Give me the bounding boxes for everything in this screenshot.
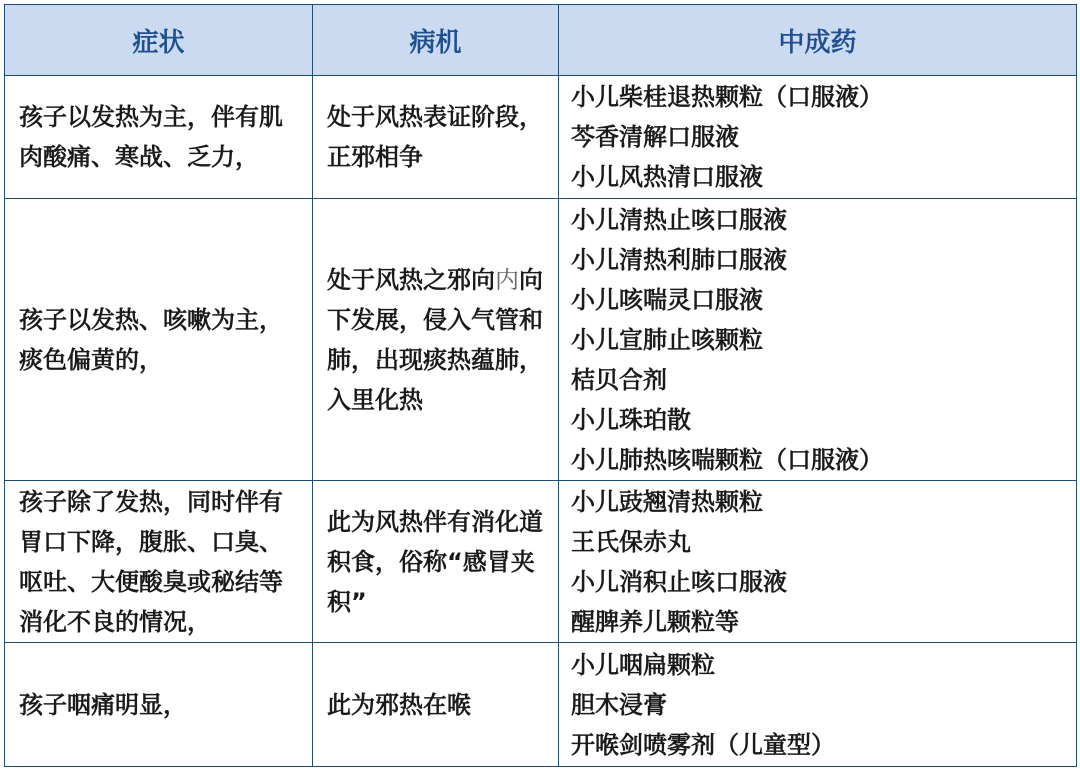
pathogenesis-text-rest: 向下发展，侵入气管和肺，出现痰热蕴肺，入里化热	[327, 265, 543, 414]
pathogenesis-text-main: 处于风热之邪向	[327, 265, 495, 294]
medicine-cell	[559, 199, 1077, 481]
medicine-cell	[559, 643, 1077, 767]
table-row	[5, 76, 1077, 199]
table-row	[5, 643, 1077, 767]
symptom-text: 孩子除了发热，同时伴有胃口下降，腹胀、口臭、呕吐、大便酸臭或秘结等消化不良的情况，	[19, 487, 283, 636]
pathogenesis-text	[327, 260, 546, 420]
medicine-item: 小儿宣肺止咳颗粒	[571, 325, 763, 354]
pathogenesis-text: 此为风热伴有消化道积食，俗称“感冒夹积”	[327, 507, 543, 616]
table-row	[5, 481, 1077, 643]
table-row	[5, 199, 1077, 481]
symptom-cell	[5, 76, 313, 199]
medicine-item: 小儿清热止咳口服液	[571, 205, 787, 234]
medicine-item: 桔贝合剂	[571, 365, 667, 394]
medicine-item: 小儿柴桂退热颗粒（口服液）	[571, 83, 883, 111]
medicine-cell	[559, 76, 1077, 199]
medicine-item: 胆木浸膏	[571, 690, 667, 719]
medicine-item: 小儿清热利肺口服液	[571, 245, 787, 274]
medicine-item: 醒脾养儿颗粒等	[571, 607, 739, 636]
medicine-item: 小儿咽扁颗粒	[571, 650, 715, 679]
medicine-cell	[559, 481, 1077, 643]
medicine-item: 小儿豉翘清热颗粒	[571, 487, 763, 516]
medicine-item: 小儿咳喘灵口服液	[571, 285, 763, 314]
header-pathogenesis: 病机	[313, 5, 559, 76]
header-medicine: 中成药	[559, 5, 1077, 76]
pathogenesis-cell	[313, 199, 559, 481]
medicine-item: 小儿珠珀散	[571, 405, 691, 434]
pathogenesis-cell	[313, 481, 559, 643]
pathogenesis-cell	[313, 76, 559, 199]
table-header-row	[5, 5, 1077, 76]
medicine-item: 小儿消积止咳口服液	[571, 567, 787, 596]
pathogenesis-text-char: 内	[495, 265, 519, 294]
medicine-item: 王氏保赤丸	[571, 527, 691, 556]
header-symptom: 症状	[5, 5, 313, 76]
medicine-item: 开喉剑喷雾剂（儿童型）	[571, 730, 835, 759]
tcm-medicine-table	[4, 4, 1077, 767]
symptom-cell	[5, 481, 313, 643]
symptom-cell	[5, 199, 313, 481]
medicine-item: 小儿风热清口服液	[571, 163, 763, 191]
pathogenesis-text: 处于风热表证阶段，正邪相争	[327, 103, 543, 171]
pathogenesis-cell	[313, 643, 559, 767]
symptom-text: 孩子以发热、咳嗽为主，痰色偏黄的，	[19, 305, 283, 374]
symptom-cell	[5, 643, 313, 767]
pathogenesis-text: 此为邪热在喉	[327, 690, 471, 719]
symptom-text: 孩子以发热为主，伴有肌肉酸痛、寒战、乏力，	[19, 103, 283, 171]
medicine-item: 小儿肺热咳喘颗粒（口服液）	[571, 445, 883, 474]
symptom-text: 孩子咽痛明显，	[19, 690, 187, 719]
medicine-item: 芩香清解口服液	[571, 123, 739, 151]
